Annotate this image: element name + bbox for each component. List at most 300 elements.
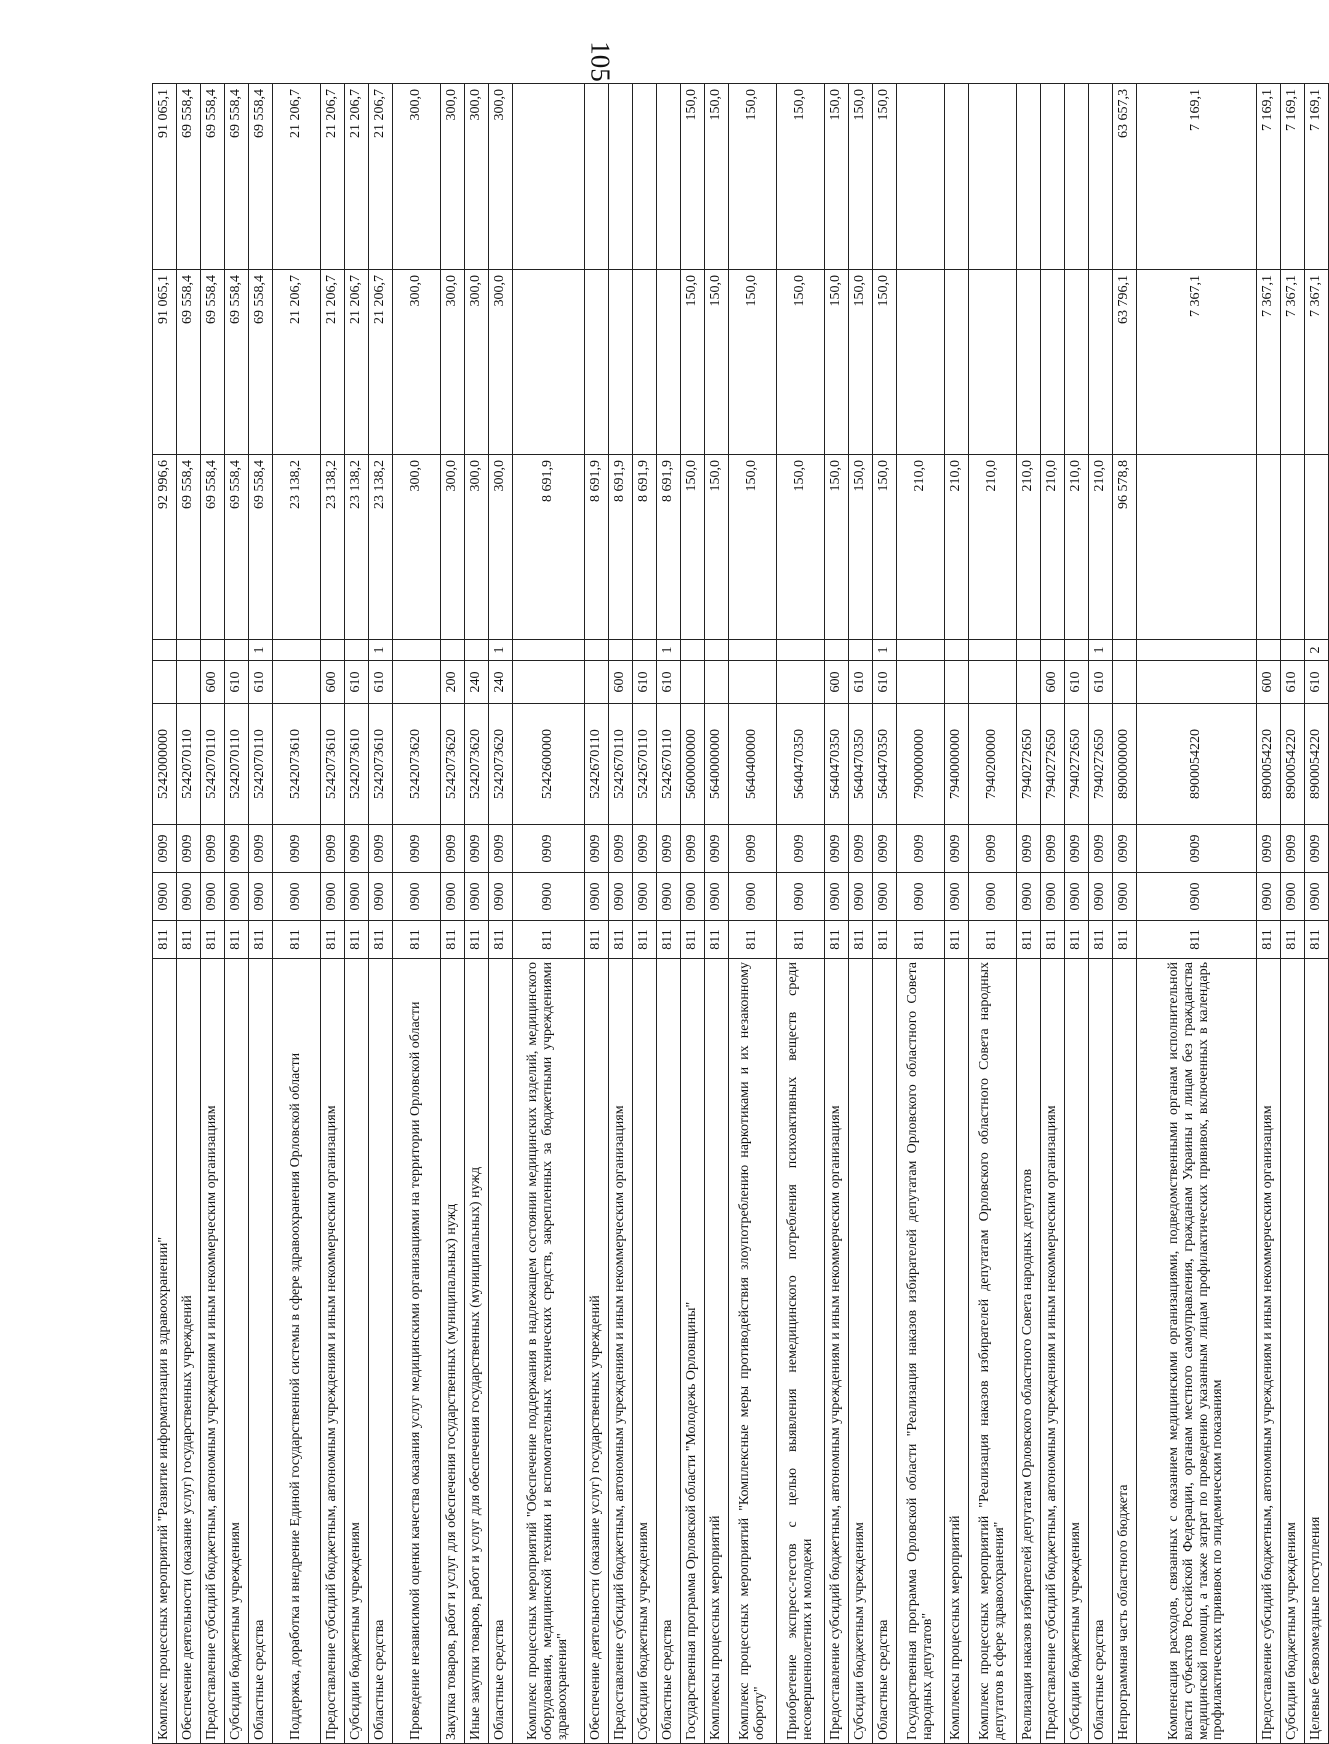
row-name: Проведение независимой оценки качества оказания услуг медицинскими организациями на территории Орловской области — [393, 959, 441, 1744]
cell-ministry-code: 811 — [1017, 921, 1041, 959]
table-row — [1017, 84, 1041, 1744]
cell-target-article: 5640470350 — [777, 704, 825, 825]
cell-target-article: 7940272650 — [1041, 704, 1065, 825]
row-name: Государственная программа Орловской области "Молодежь Орловщины" — [681, 959, 705, 1744]
cell-section-code: 0900 — [321, 873, 345, 921]
cell-ministry-code: 811 — [513, 921, 585, 959]
cell-ministry-code: 811 — [201, 921, 225, 959]
cell-source-mark: 1 — [249, 640, 273, 661]
cell-amount-year-1: 300,0 — [465, 455, 489, 640]
cell-amount-year-2 — [1065, 270, 1089, 455]
cell-amount-year-3 — [585, 84, 609, 270]
cell-amount-year-2: 150,0 — [729, 270, 777, 455]
cell-ministry-code: 811 — [369, 921, 393, 959]
cell-expense-type — [1017, 661, 1041, 704]
row-name: Непрограммная часть областного бюджета — [1113, 959, 1137, 1744]
cell-target-article: 5640470350 — [849, 704, 873, 825]
cell-ministry-code: 811 — [1065, 921, 1089, 959]
cell-expense-type: 600 — [201, 661, 225, 704]
cell-source-mark: 1 — [369, 640, 393, 661]
cell-section-code: 0900 — [1281, 873, 1305, 921]
cell-section-code: 0900 — [825, 873, 849, 921]
table-row — [705, 84, 729, 1744]
cell-amount-year-1: 8 691,9 — [513, 455, 585, 640]
cell-ministry-code: 811 — [585, 921, 609, 959]
row-name: Субсидии бюджетным учреждениям — [849, 959, 873, 1744]
cell-ministry-code: 811 — [1041, 921, 1065, 959]
cell-expense-type — [777, 661, 825, 704]
table-row — [465, 84, 489, 1744]
cell-section-code: 0900 — [1017, 873, 1041, 921]
cell-subsection-code: 0909 — [897, 825, 945, 873]
cell-target-article: 5640000000 — [705, 704, 729, 825]
cell-target-article: 8900054220 — [1305, 704, 1329, 825]
cell-amount-year-1: 8 691,9 — [609, 455, 633, 640]
cell-amount-year-3: 69 558,4 — [249, 84, 273, 270]
table-row — [945, 84, 969, 1744]
cell-ministry-code: 811 — [705, 921, 729, 959]
table-row — [729, 84, 777, 1744]
cell-target-article: 7940272650 — [1017, 704, 1041, 825]
cell-source-mark — [321, 640, 345, 661]
cell-amount-year-1: 300,0 — [489, 455, 513, 640]
cell-section-code: 0900 — [441, 873, 465, 921]
cell-expense-type — [273, 661, 321, 704]
cell-source-mark — [681, 640, 705, 661]
table-row — [681, 84, 705, 1744]
cell-amount-year-2 — [609, 270, 633, 455]
cell-amount-year-2: 150,0 — [705, 270, 729, 455]
cell-target-article: 5242073620 — [489, 704, 513, 825]
row-name: Субсидии бюджетным учреждениям — [225, 959, 249, 1744]
cell-target-article: 5242070110 — [201, 704, 225, 825]
cell-amount-year-2: 21 206,7 — [321, 270, 345, 455]
table-row — [1281, 84, 1305, 1744]
cell-section-code: 0900 — [345, 873, 369, 921]
cell-section-code: 0900 — [1041, 873, 1065, 921]
cell-ministry-code: 811 — [777, 921, 825, 959]
table-row — [1041, 84, 1065, 1744]
cell-amount-year-3 — [513, 84, 585, 270]
cell-section-code: 0900 — [201, 873, 225, 921]
cell-expense-type: 610 — [1305, 661, 1329, 704]
cell-section-code: 0900 — [705, 873, 729, 921]
cell-source-mark — [945, 640, 969, 661]
cell-amount-year-1: 69 558,4 — [177, 455, 201, 640]
cell-expense-type: 610 — [849, 661, 873, 704]
cell-source-mark — [849, 640, 873, 661]
cell-ministry-code: 811 — [1137, 921, 1257, 959]
cell-section-code: 0900 — [633, 873, 657, 921]
cell-expense-type — [177, 661, 201, 704]
budget-table — [152, 83, 1329, 1744]
cell-amount-year-2 — [657, 270, 681, 455]
table-row — [825, 84, 849, 1744]
row-name: Приобретение экспресс-тестов с целью выявления немедицинского потребления психоактивных веществ среди несовершеннолетних и молодежи — [777, 959, 825, 1744]
cell-amount-year-3 — [945, 84, 969, 270]
cell-amount-year-2: 300,0 — [441, 270, 465, 455]
cell-amount-year-1: 210,0 — [1065, 455, 1089, 640]
cell-subsection-code: 0909 — [249, 825, 273, 873]
cell-target-article: 7940200000 — [969, 704, 1017, 825]
cell-target-article: 5242670110 — [657, 704, 681, 825]
cell-amount-year-1: 150,0 — [825, 455, 849, 640]
cell-amount-year-2: 69 558,4 — [225, 270, 249, 455]
row-name: Закупка товаров, работ и услуг для обеспечения государственных (муниципальных) нужд — [441, 959, 465, 1744]
cell-amount-year-3: 300,0 — [489, 84, 513, 270]
cell-expense-type — [1113, 661, 1137, 704]
cell-amount-year-3 — [1017, 84, 1041, 270]
row-name: Предоставление субсидий бюджетным, автономным учреждениям и иным некоммерческим организациям — [609, 959, 633, 1744]
cell-ministry-code: 811 — [633, 921, 657, 959]
cell-subsection-code: 0909 — [777, 825, 825, 873]
table-row — [153, 84, 177, 1744]
row-name: Предоставление субсидий бюджетным, автономным учреждениям и иным некоммерческим организациям — [1041, 959, 1065, 1744]
cell-amount-year-3: 91 065,1 — [153, 84, 177, 270]
cell-source-mark — [153, 640, 177, 661]
cell-expense-type: 610 — [225, 661, 249, 704]
cell-amount-year-3 — [633, 84, 657, 270]
cell-source-mark — [201, 640, 225, 661]
cell-target-article: 5242600000 — [513, 704, 585, 825]
table-row — [1089, 84, 1113, 1744]
cell-expense-type — [513, 661, 585, 704]
cell-section-code: 0900 — [513, 873, 585, 921]
cell-ministry-code: 811 — [465, 921, 489, 959]
cell-subsection-code: 0909 — [1281, 825, 1305, 873]
row-name: Комплекс процессных мероприятий "Реализация наказов избирателей депутатам Орловского областного Совета народных депутатов в сфере здравоохранения" — [969, 959, 1017, 1744]
cell-target-article: 5242073610 — [273, 704, 321, 825]
cell-ministry-code: 811 — [729, 921, 777, 959]
cell-subsection-code: 0909 — [153, 825, 177, 873]
table-row — [897, 84, 945, 1744]
page-number: 105 — [585, 41, 616, 82]
cell-ministry-code: 811 — [1257, 921, 1281, 959]
cell-section-code: 0900 — [1137, 873, 1257, 921]
cell-amount-year-3: 7 169,1 — [1305, 84, 1329, 270]
cell-expense-type — [897, 661, 945, 704]
cell-amount-year-2 — [633, 270, 657, 455]
cell-amount-year-2: 150,0 — [777, 270, 825, 455]
cell-ministry-code: 811 — [657, 921, 681, 959]
cell-amount-year-2 — [1089, 270, 1113, 455]
row-name: Субсидии бюджетным учреждениям — [1065, 959, 1089, 1744]
cell-target-article: 8900054220 — [1257, 704, 1281, 825]
cell-ministry-code: 811 — [849, 921, 873, 959]
cell-amount-year-2: 300,0 — [465, 270, 489, 455]
cell-target-article: 7900000000 — [897, 704, 945, 825]
cell-amount-year-3: 150,0 — [705, 84, 729, 270]
row-name: Субсидии бюджетным учреждениям — [345, 959, 369, 1744]
cell-amount-year-1: 150,0 — [873, 455, 897, 640]
cell-target-article: 5242073620 — [441, 704, 465, 825]
cell-target-article: 7940000000 — [945, 704, 969, 825]
cell-amount-year-2 — [897, 270, 945, 455]
cell-amount-year-1: 69 558,4 — [249, 455, 273, 640]
cell-amount-year-1: 8 691,9 — [585, 455, 609, 640]
cell-amount-year-2: 63 796,1 — [1113, 270, 1137, 455]
table-row — [1113, 84, 1137, 1744]
cell-amount-year-1: 69 558,4 — [225, 455, 249, 640]
cell-target-article: 5242073610 — [345, 704, 369, 825]
cell-amount-year-1: 150,0 — [681, 455, 705, 640]
cell-target-article: 5600000000 — [681, 704, 705, 825]
row-name: Областные средства — [1089, 959, 1113, 1744]
cell-expense-type: 610 — [657, 661, 681, 704]
row-name: Комплекс процессных мероприятий "Комплексные меры противодействия злоупотреблению наркотиками и их незаконному обороту" — [729, 959, 777, 1744]
cell-subsection-code: 0909 — [513, 825, 585, 873]
row-name: Предоставление субсидий бюджетным, автономным учреждениям и иным некоммерческим организациям — [321, 959, 345, 1744]
table-row — [1137, 84, 1257, 1744]
table-row — [657, 84, 681, 1744]
cell-source-mark — [1113, 640, 1137, 661]
cell-subsection-code: 0909 — [1305, 825, 1329, 873]
cell-section-code: 0900 — [153, 873, 177, 921]
cell-amount-year-1: 23 138,2 — [273, 455, 321, 640]
cell-amount-year-3: 300,0 — [393, 84, 441, 270]
cell-amount-year-3: 150,0 — [681, 84, 705, 270]
cell-ministry-code: 811 — [273, 921, 321, 959]
table-row — [777, 84, 825, 1744]
cell-ministry-code: 811 — [897, 921, 945, 959]
row-name: Целевые безвозмездные поступления — [1305, 959, 1329, 1744]
table-row — [441, 84, 465, 1744]
cell-target-article: 5242070110 — [249, 704, 273, 825]
cell-amount-year-1: 300,0 — [393, 455, 441, 640]
budget-table-wrapper — [152, 84, 1324, 1744]
cell-section-code: 0900 — [369, 873, 393, 921]
row-name: Областные средства — [873, 959, 897, 1744]
cell-amount-year-2: 150,0 — [849, 270, 873, 455]
cell-source-mark — [465, 640, 489, 661]
table-row — [345, 84, 369, 1744]
cell-subsection-code: 0909 — [225, 825, 249, 873]
cell-source-mark: 1 — [1089, 640, 1113, 661]
cell-amount-year-3: 21 206,7 — [321, 84, 345, 270]
cell-subsection-code: 0909 — [273, 825, 321, 873]
table-row — [513, 84, 585, 1744]
cell-source-mark — [633, 640, 657, 661]
cell-section-code: 0900 — [249, 873, 273, 921]
cell-amount-year-3: 21 206,7 — [345, 84, 369, 270]
cell-section-code: 0900 — [729, 873, 777, 921]
cell-expense-type: 610 — [345, 661, 369, 704]
cell-subsection-code: 0909 — [1017, 825, 1041, 873]
cell-amount-year-3: 69 558,4 — [201, 84, 225, 270]
cell-subsection-code: 0909 — [345, 825, 369, 873]
cell-amount-year-3 — [969, 84, 1017, 270]
cell-expense-type — [729, 661, 777, 704]
cell-amount-year-3: 7 169,1 — [1281, 84, 1305, 270]
cell-amount-year-1: 8 691,9 — [657, 455, 681, 640]
cell-section-code: 0900 — [177, 873, 201, 921]
table-row — [177, 84, 201, 1744]
cell-amount-year-3 — [609, 84, 633, 270]
row-name: Государственная программа Орловской области "Реализация наказов избирателей депутатам Орловского областного Совета народных депутатов" — [897, 959, 945, 1744]
row-name: Комплекс процессных мероприятий "Обеспечение поддержания в надлежащем состоянии медицинских изделий, медицинского оборудования, медицинской техники и вспомогательных технических средств, закрепленных за бюджетными учреждениями здравоохранения" — [513, 959, 585, 1744]
cell-target-article: 5242073620 — [465, 704, 489, 825]
cell-amount-year-1: 210,0 — [1041, 455, 1065, 640]
cell-target-article: 7940272650 — [1065, 704, 1089, 825]
cell-amount-year-2: 7 367,1 — [1305, 270, 1329, 455]
cell-expense-type — [393, 661, 441, 704]
cell-target-article: 5242670110 — [633, 704, 657, 825]
table-row — [201, 84, 225, 1744]
cell-amount-year-3: 7 169,1 — [1257, 84, 1281, 270]
cell-target-article: 5242073620 — [393, 704, 441, 825]
row-name: Предоставление субсидий бюджетным, автономным учреждениям и иным некоммерческим организациям — [825, 959, 849, 1744]
cell-subsection-code: 0909 — [393, 825, 441, 873]
cell-expense-type: 610 — [1281, 661, 1305, 704]
cell-ministry-code: 811 — [681, 921, 705, 959]
cell-expense-type — [705, 661, 729, 704]
cell-subsection-code: 0909 — [945, 825, 969, 873]
cell-amount-year-2: 7 367,1 — [1137, 270, 1257, 455]
cell-expense-type: 600 — [609, 661, 633, 704]
cell-subsection-code: 0909 — [369, 825, 393, 873]
cell-amount-year-1: 23 138,2 — [321, 455, 345, 640]
cell-amount-year-3: 21 206,7 — [273, 84, 321, 270]
cell-source-mark — [897, 640, 945, 661]
table-row — [1305, 84, 1329, 1744]
cell-expense-type — [681, 661, 705, 704]
cell-amount-year-2 — [1017, 270, 1041, 455]
row-name: Субсидии бюджетным учреждениям — [633, 959, 657, 1744]
cell-amount-year-2: 21 206,7 — [369, 270, 393, 455]
cell-source-mark — [1257, 640, 1281, 661]
cell-target-article: 5640470350 — [873, 704, 897, 825]
cell-amount-year-1: 92 996,6 — [153, 455, 177, 640]
cell-subsection-code: 0909 — [1089, 825, 1113, 873]
cell-amount-year-3: 69 558,4 — [177, 84, 201, 270]
cell-amount-year-1 — [1281, 455, 1305, 640]
cell-target-article: 7940272650 — [1089, 704, 1113, 825]
cell-expense-type: 610 — [873, 661, 897, 704]
cell-ministry-code: 811 — [945, 921, 969, 959]
cell-amount-year-3: 150,0 — [777, 84, 825, 270]
table-row — [873, 84, 897, 1744]
row-name: Иные закупки товаров, работ и услуг для обеспечения государственных (муниципальных) нужд — [465, 959, 489, 1744]
cell-amount-year-2: 150,0 — [873, 270, 897, 455]
cell-target-article: 5640470350 — [825, 704, 849, 825]
cell-section-code: 0900 — [945, 873, 969, 921]
cell-amount-year-3: 150,0 — [849, 84, 873, 270]
table-row — [609, 84, 633, 1744]
row-name: Реализация наказов избирателей депутатам Орловского областного Совета народных депутатов — [1017, 959, 1041, 1744]
cell-subsection-code: 0909 — [441, 825, 465, 873]
cell-section-code: 0900 — [969, 873, 1017, 921]
row-name: Компенсация расходов, связанных с оказанием медицинскими организациями, подведомственными органам исполнительной власти субъектов Российской Федерации, органам местного самоуправления, гражданам Украины и лицам без гражданства медицинской помощи, а также затрат по проведению указанным лицам профилактических прививок, включенных в календарь профилактических прививок по эпидемическим показаниям — [1137, 959, 1257, 1744]
table-row — [321, 84, 345, 1744]
row-name: Поддержка, доработка и внедрение Единой государственной системы в сфере здравоохранения Орловской области — [273, 959, 321, 1744]
cell-target-article: 5242670110 — [585, 704, 609, 825]
cell-source-mark — [705, 640, 729, 661]
cell-subsection-code: 0909 — [729, 825, 777, 873]
cell-section-code: 0900 — [585, 873, 609, 921]
cell-amount-year-1: 150,0 — [705, 455, 729, 640]
cell-amount-year-1: 300,0 — [441, 455, 465, 640]
cell-source-mark — [345, 640, 369, 661]
cell-expense-type: 610 — [369, 661, 393, 704]
cell-target-article: 5242073610 — [321, 704, 345, 825]
cell-expense-type: 600 — [1041, 661, 1065, 704]
table-row — [585, 84, 609, 1744]
cell-expense-type: 240 — [489, 661, 513, 704]
table-row — [249, 84, 273, 1744]
row-name: Обеспечение деятельности (оказание услуг) государственных учреждений — [585, 959, 609, 1744]
cell-ministry-code: 811 — [249, 921, 273, 959]
cell-ministry-code: 811 — [153, 921, 177, 959]
cell-section-code: 0900 — [777, 873, 825, 921]
cell-subsection-code: 0909 — [681, 825, 705, 873]
cell-subsection-code: 0909 — [705, 825, 729, 873]
cell-expense-type — [945, 661, 969, 704]
cell-amount-year-2 — [945, 270, 969, 455]
cell-ministry-code: 811 — [825, 921, 849, 959]
cell-amount-year-2 — [585, 270, 609, 455]
cell-source-mark: 1 — [657, 640, 681, 661]
cell-source-mark — [177, 640, 201, 661]
cell-subsection-code: 0909 — [609, 825, 633, 873]
cell-expense-type: 610 — [633, 661, 657, 704]
cell-target-article: 5242073610 — [369, 704, 393, 825]
cell-amount-year-1: 210,0 — [969, 455, 1017, 640]
cell-amount-year-2 — [1041, 270, 1065, 455]
cell-source-mark — [1065, 640, 1089, 661]
cell-amount-year-2: 21 206,7 — [345, 270, 369, 455]
cell-subsection-code: 0909 — [489, 825, 513, 873]
row-name: Субсидии бюджетным учреждениям — [1281, 959, 1305, 1744]
cell-expense-type: 240 — [465, 661, 489, 704]
cell-amount-year-2: 150,0 — [681, 270, 705, 455]
cell-amount-year-3: 7 169,1 — [1137, 84, 1257, 270]
cell-expense-type — [969, 661, 1017, 704]
cell-subsection-code: 0909 — [657, 825, 681, 873]
cell-expense-type — [153, 661, 177, 704]
cell-section-code: 0900 — [1065, 873, 1089, 921]
row-name: Предоставление субсидий бюджетным, автономным учреждениям и иным некоммерческим организациям — [201, 959, 225, 1744]
row-name: Областные средства — [657, 959, 681, 1744]
row-name: Областные средства — [369, 959, 393, 1744]
cell-subsection-code: 0909 — [1041, 825, 1065, 873]
cell-ministry-code: 811 — [1305, 921, 1329, 959]
cell-section-code: 0900 — [1089, 873, 1113, 921]
cell-subsection-code: 0909 — [321, 825, 345, 873]
cell-amount-year-3: 63 657,3 — [1113, 84, 1137, 270]
table-row — [225, 84, 249, 1744]
cell-target-article: 5242670110 — [609, 704, 633, 825]
table-row — [393, 84, 441, 1744]
cell-ministry-code: 811 — [1281, 921, 1305, 959]
cell-subsection-code: 0909 — [177, 825, 201, 873]
cell-subsection-code: 0909 — [585, 825, 609, 873]
row-name: Областные средства — [489, 959, 513, 1744]
cell-amount-year-1 — [1305, 455, 1329, 640]
row-name: Обеспечение деятельности (оказание услуг) государственных учреждений — [177, 959, 201, 1744]
cell-subsection-code: 0909 — [1137, 825, 1257, 873]
row-name: Комплексы процессных мероприятий — [705, 959, 729, 1744]
cell-source-mark — [1137, 640, 1257, 661]
cell-amount-year-2 — [513, 270, 585, 455]
cell-expense-type: 610 — [1065, 661, 1089, 704]
table-row — [369, 84, 393, 1744]
cell-amount-year-2: 91 065,1 — [153, 270, 177, 455]
cell-subsection-code: 0909 — [873, 825, 897, 873]
cell-ministry-code: 811 — [345, 921, 369, 959]
cell-subsection-code: 0909 — [1065, 825, 1089, 873]
cell-subsection-code: 0909 — [1113, 825, 1137, 873]
cell-ministry-code: 811 — [489, 921, 513, 959]
